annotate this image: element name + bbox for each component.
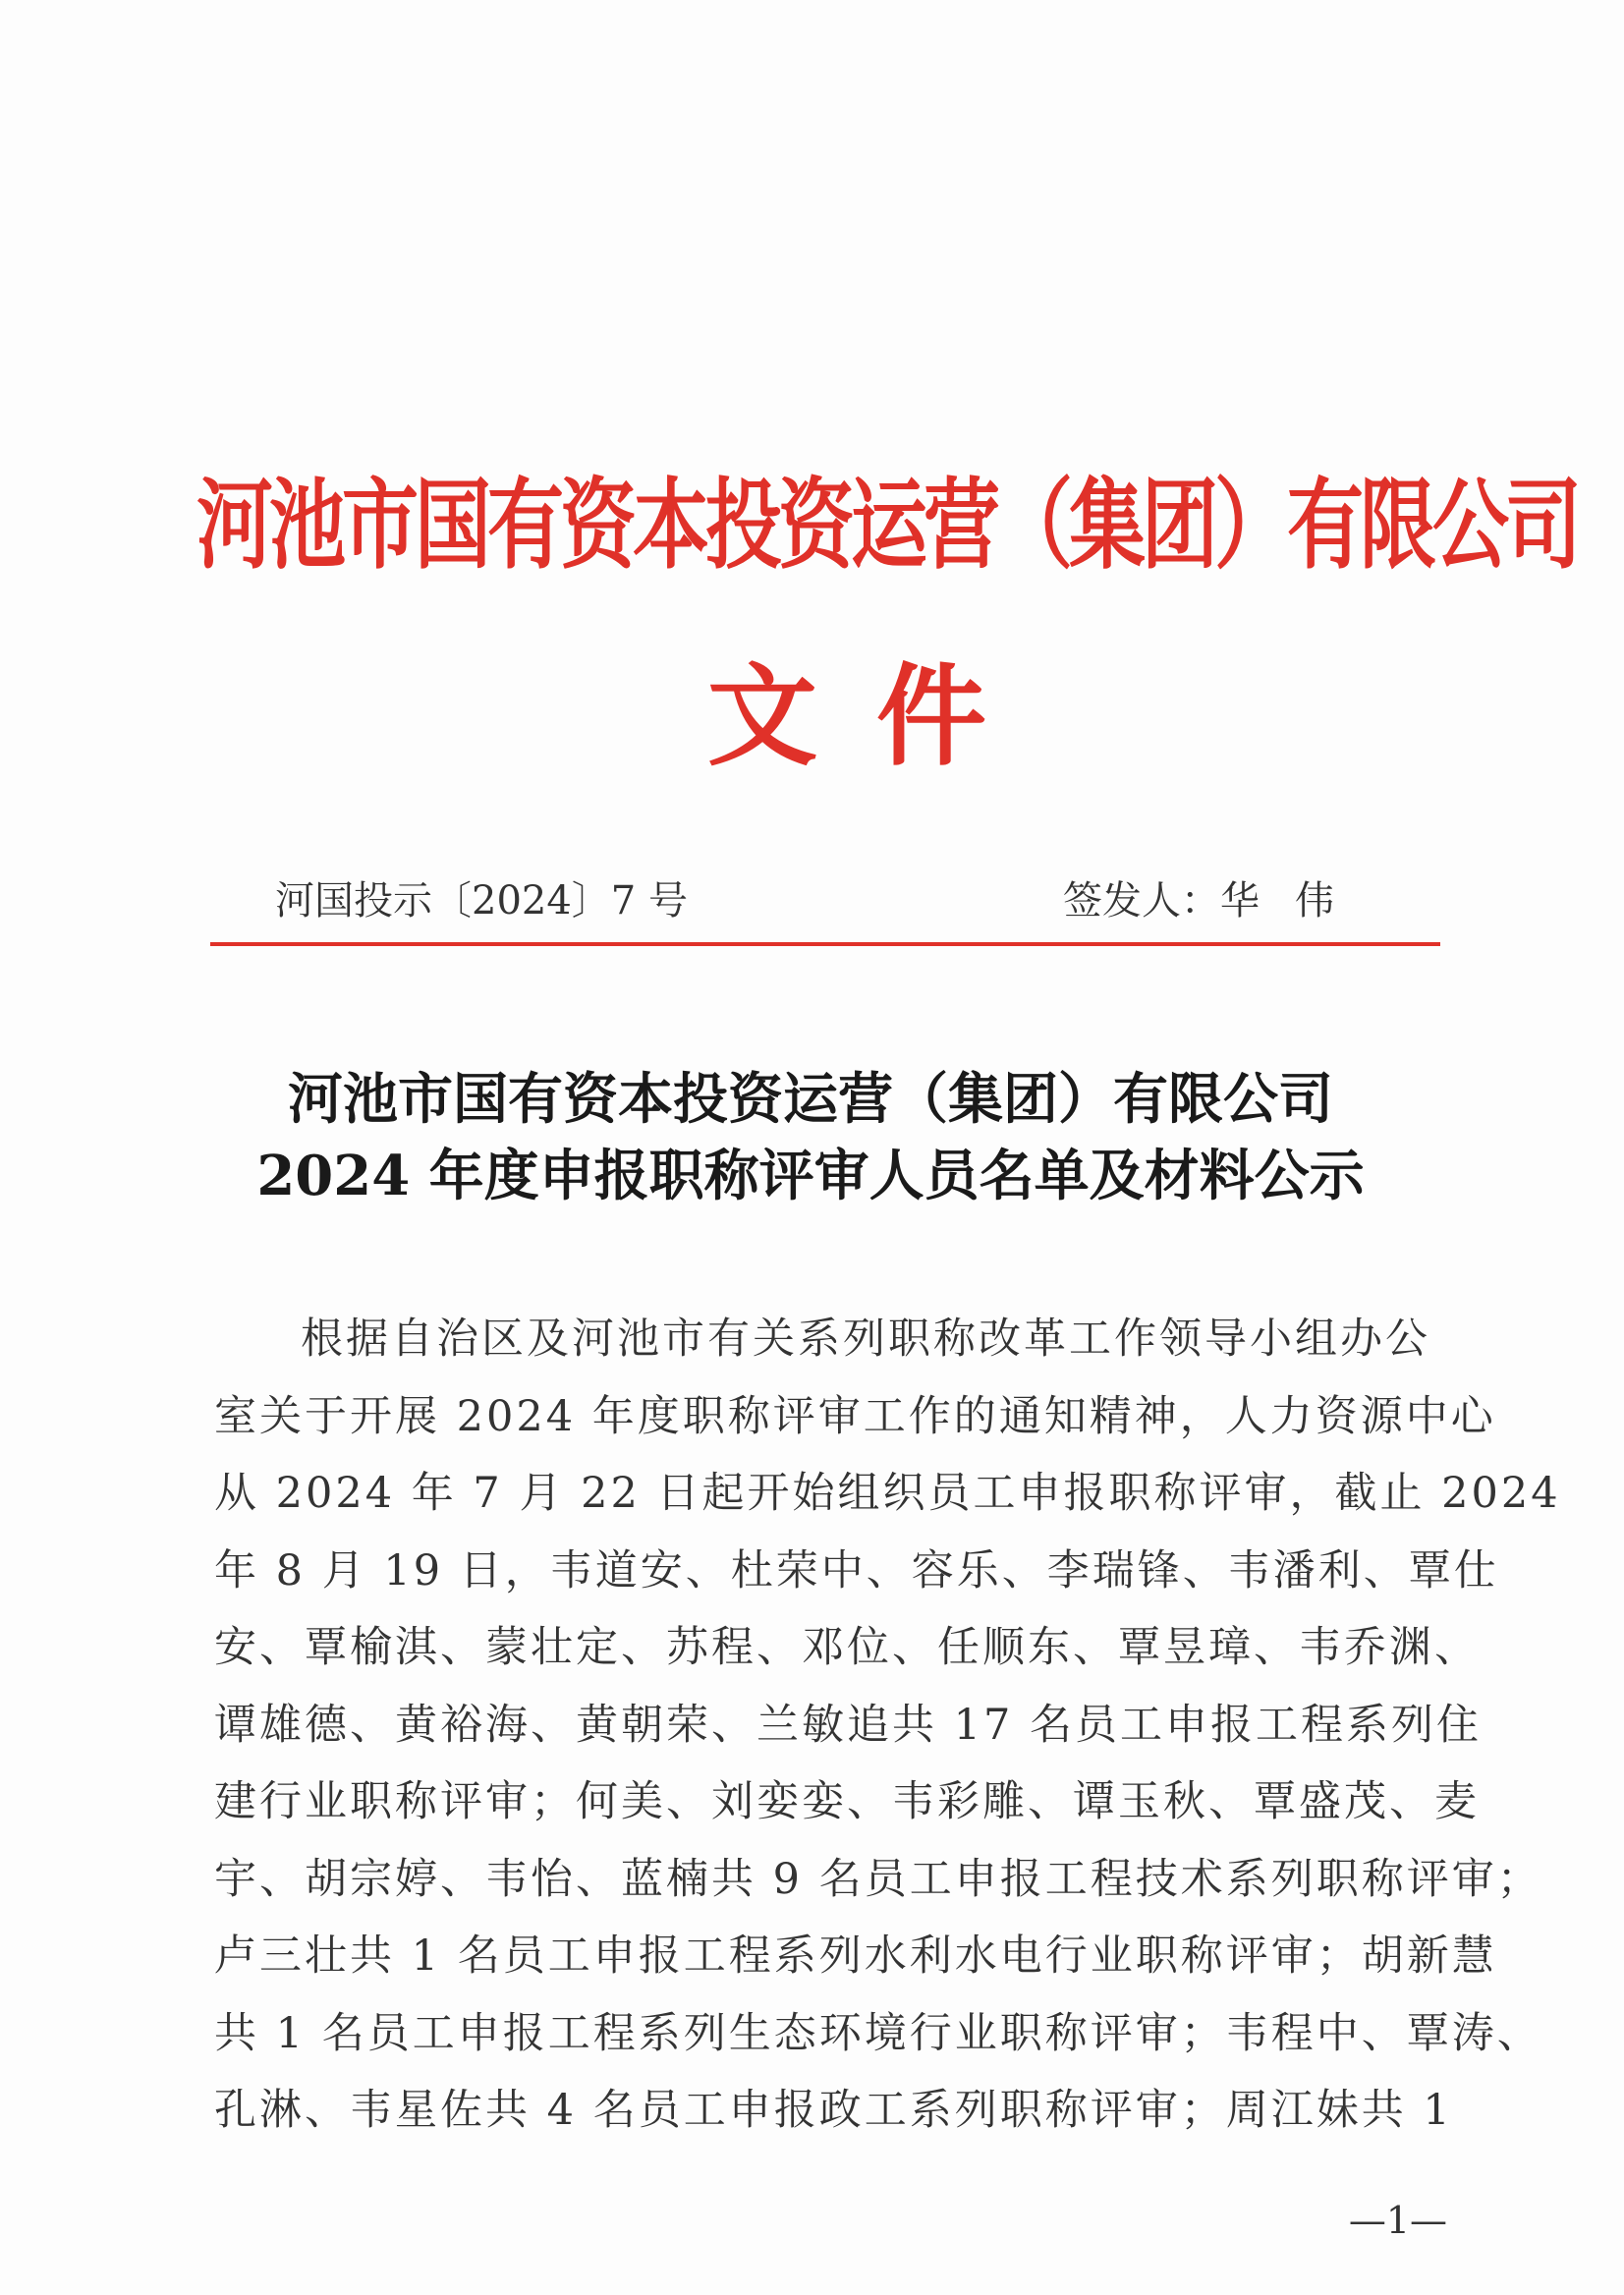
body-line: 卢三壮共 1 名员工申报工程系列水利水电行业职称评审；胡新慧 [214,1931,1497,1981]
signer-name: 华伟 [1220,878,1370,924]
body-line: 年 8 月 19 日，韦道安、杜荣中、容乐、李瑞锋、韦潘利、覃仕 [214,1545,1499,1595]
document-number: 河国投示〔2024〕7 号 [275,878,688,924]
body-line: 孔淋、韦星佐共 4 名员工申报政工系列职称评审；周江妹共 1 [214,2086,1453,2135]
red-separator-line [210,942,1440,946]
body-line: 建行业职称评审；何美、刘娈娈、韦彩雕、谭玉秋、覃盛茂、麦 [214,1777,1480,1826]
body-line: 共 1 名员工申报工程系列生态环境行业职称评审；韦程中、覃涛、 [214,2008,1542,2058]
signer-label: 签发人： [1063,878,1220,924]
notice-title-line-2: 2024 年度申报职称评审人员名单及材料公示 [256,1144,1365,1208]
document-word-header: 文件 [707,652,1045,781]
body-line: 室关于开展 2024 年度职称评审工作的通知精神，人力资源中心 [214,1391,1496,1441]
signer [1063,869,1370,925]
body-line: 根据自治区及河池市有关系列职称改革工作领导小组办公 [301,1315,1430,1364]
notice-title [196,1061,1425,1214]
body-line: 从 2024 年 7 月 22 日起开始组织员工申报职称评审，截止 2024 [214,1469,1561,1518]
notice-body [214,1301,1561,2150]
issuing-organization-header: 河池市国有资本投资运营（集团）有限公司 [196,468,1579,584]
notice-title-line-1: 河池市国有资本投资运营（集团）有限公司 [288,1067,1333,1132]
body-line: 谭雄德、黄裕海、黄朝荣、兰敏追共 17 名员工申报工程系列住 [214,1700,1483,1750]
document-meta-row [210,869,1428,928]
body-line: 宇、胡宗婷、韦怡、蓝楠共 9 名员工申报工程技术系列职称评审； [214,1854,1542,1904]
page-number: —1— [1348,2199,1447,2242]
body-line: 安、覃榆淇、蒙壮定、苏程、邓位、任顺东、覃昱璋、韦乔渊、 [214,1623,1480,1672]
